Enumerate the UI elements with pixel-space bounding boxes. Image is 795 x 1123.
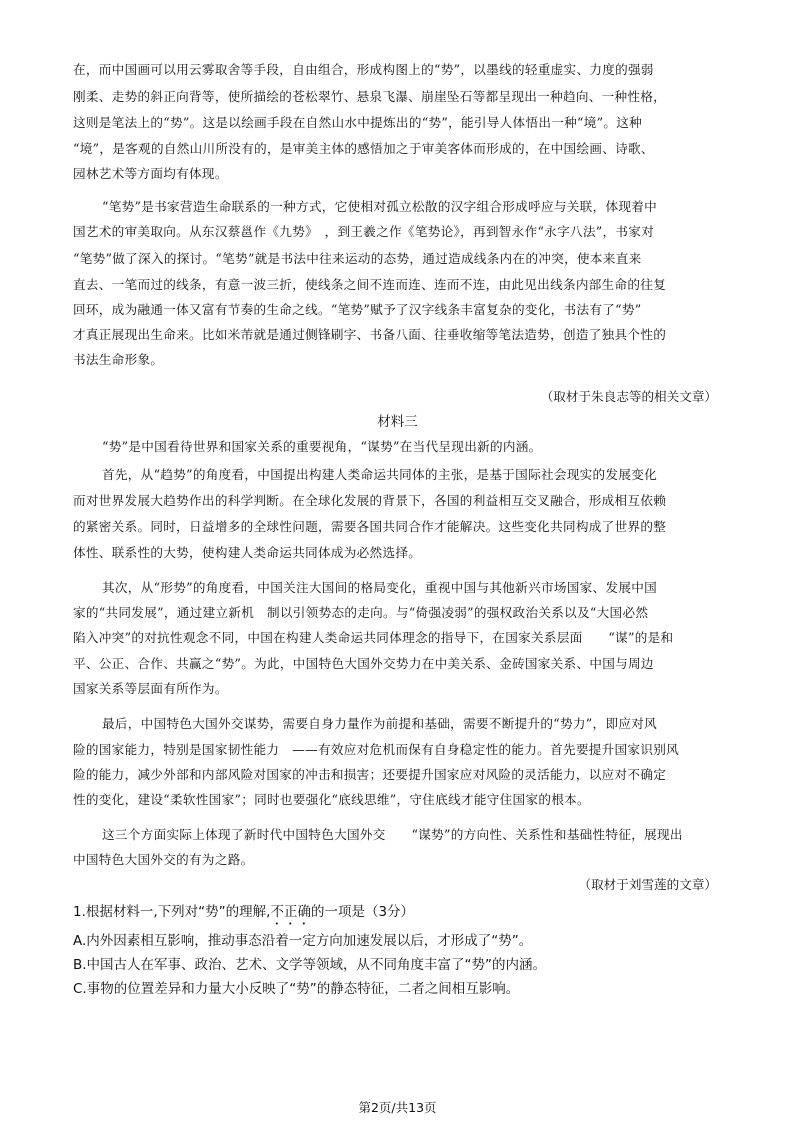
- option-c: C.事物的位置差异和力量大小反映了“势”的静态特征，二者之间相互影响。: [73, 981, 520, 997]
- option-a: A.内外因素相互影响，推动事态沿着一定方向加速发展以后，才形成了“势”。: [73, 933, 533, 949]
- text-line: 平、公正、合作、共赢之“势”。为此，中国特色大国外交势力在中美关系、金砖国家关系、中国与周边: [73, 656, 654, 671]
- text-line: 国家关系等层面有所作为。: [73, 681, 228, 696]
- text-line: 险的能力，减少外部和内部风险对国家的冲击和损害；还要提升国家应对风险的灵活能力，以应对不确定: [73, 767, 667, 782]
- text-line: 家的“共同发展”，通过建立新机 制以引领势态的走向。与“倚强凌弱”的强权政治关系以及“大国必然: [73, 605, 649, 620]
- text-line: 这则是笔法上的“势”。这是以绘画手段在自然山水中提炼出的“势”，能引导人体悟出一种“境”。这种: [73, 115, 643, 130]
- emphasized-text: 不正确: [270, 904, 311, 920]
- text-line: 书法生命形象。: [73, 352, 164, 367]
- text-line: 陷入冲突”的对抗性观念不同，中国在构建人类命运共同体理念的指导下，在国家关系层面 “谋”的是和: [73, 630, 674, 645]
- option-b: B.中国古人在军事、政治、艺术、文学等领域，从不同角度丰富了“势”的内涵。: [73, 957, 547, 973]
- text-line: 园林艺术等方面均有体现。: [73, 166, 228, 181]
- text-line: 中国特色大国外交的有为之路。: [73, 852, 254, 867]
- text-line: “笔势”是书家营造生命联系的一种方式，它使相对孤立松散的汉字组合形成呼应与关联，体现着中: [102, 199, 658, 214]
- section-title: 材料三: [377, 414, 418, 430]
- source-citation: （取材于刘雪莲的文章）: [578, 877, 717, 892]
- source-citation: （取材于朱良志等的相关文章）: [540, 389, 717, 404]
- page-number: 第2页/共13页: [358, 1100, 437, 1115]
- text-line: 刚柔、走势的斜正向背等，使所描绘的苍松翠竹、悬泉飞瀑、崩崖坠石等都呈现出一种趋向、一种性格，: [73, 89, 667, 104]
- text-line: 险的国家能力，特别是国家韧性能力 ——有效应对危机而保有自身稳定性的能力。首先要提升国家识别风: [73, 742, 680, 757]
- question-stem: [73, 904, 414, 928]
- text-line: “势”是中国看待世界和国家关系的重要视角，“谋势”在当代呈现出新的内涵。: [102, 439, 542, 454]
- text-line: 直去、一笔而过的线条，有意一波三折，使线条之间不连而连、连而不连，由此见出线条内部生命的往复: [73, 277, 667, 292]
- text-line: 在，而中国画可以用云雾取舍等手段，自由组合，形成构图上的“势”，以墨线的轻重虚实、力度的强弱: [73, 62, 654, 77]
- question-prefix: 1.根据材料一,下列对“势”的理解,: [73, 904, 271, 920]
- text-line: 才真正展现出生命来。比如米芾就是通过侧锋刷字、书备八面、往垂收缩等笔法造势，创造了独具个性的: [73, 327, 667, 342]
- text-line: 的紧密关系。同时，日益增多的全球性问题，需要各国共同合作才能解决。这些变化共同构成了世界的整: [73, 519, 667, 534]
- text-line: 回环，成为融通一体又富有节奏的生命之线。“笔势”赋予了汉字线条丰富复杂的变化，书法有了“势”: [73, 302, 642, 317]
- question-suffix: 的一项是（3分）: [310, 904, 415, 920]
- text-line: 其次，从“形势”的角度看，中国关注大国间的格局变化，重视中国与其他新兴市场国家、发展中国: [102, 580, 658, 595]
- text-line: “境”，是客观的自然山川所没有的，是审美主体的感悟加之于审美客体而形成的，在中国绘画、诗歌、: [73, 141, 654, 156]
- text-line: 性的变化，建设“柔软性国家”；同时也要强化“底线思维”，守住底线才能守住国家的根本。: [73, 792, 590, 807]
- text-line: 首先，从“趋势”的角度看，中国提出构建人类命运共同体的主张，是基于国际社会现实的发展变化: [102, 467, 658, 482]
- text-line: 这三个方面实际上体现了新时代中国特色大国外交 “谋势”的方向性、关系性和基础性特征，展现出: [102, 827, 683, 842]
- text-line: 体性、联系性的大势，使构建人类命运共同体成为必然选择。: [73, 545, 422, 560]
- text-line: 国艺术的审美取向。从东汉蔡邕作《九势》 ，到王羲之作《笔势论》，再到智永作“永字八法”，书家对: [73, 224, 655, 239]
- text-line: “笔势”做了深入的探讨。“笔势”就是书法中往来运动的态势，通过造成线条内在的冲突，使本来直来: [73, 251, 642, 266]
- text-line: 最后，中国特色大国外交谋势，需要自身力量作为前提和基础，需要不断提升的“势力”，即应对风: [102, 716, 658, 731]
- text-line: 而对世界发展大趋势作出的科学判断。在全球化发展的背景下，各国的利益相互交叉融合，形成相互依赖: [73, 493, 667, 508]
